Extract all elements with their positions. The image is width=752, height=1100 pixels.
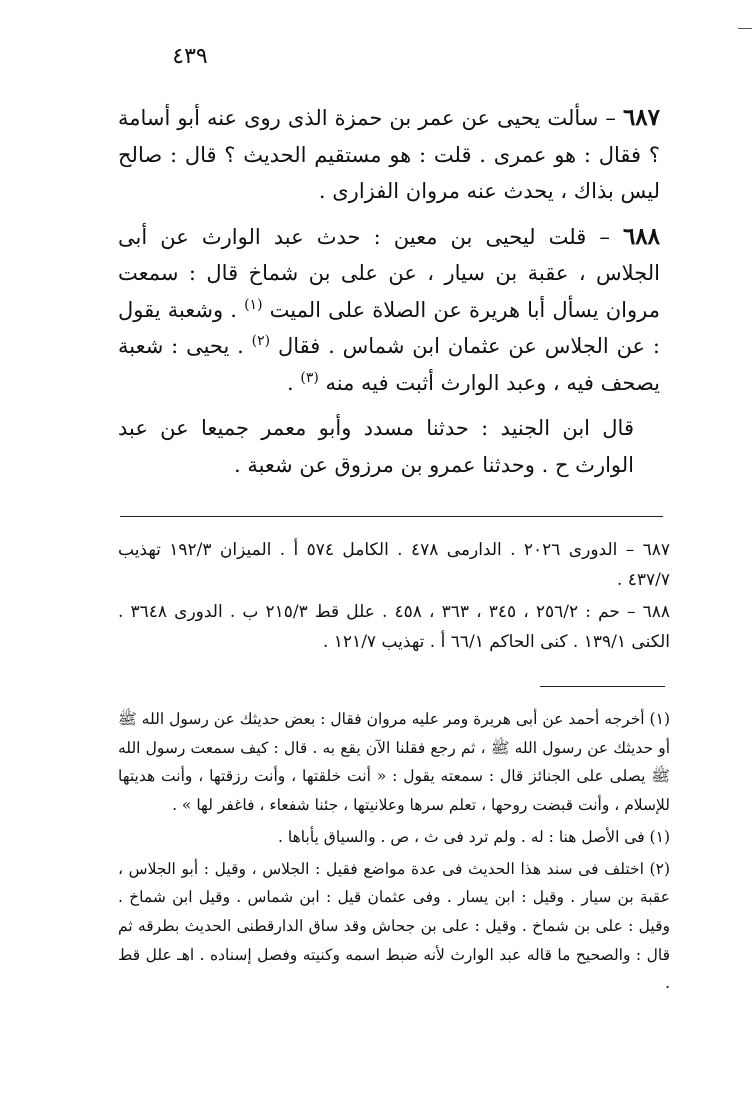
entry-text: . وشعبة يقول : عن الجلاس عن عثمان ابن شماس . فقال: [118, 297, 660, 358]
footnote: (٢) اختلف فى سند هذا الحديث فى عدة مواضع فقيل : الجلاس ، وقيل : أبو الجلاس ، عقبة بن سيار . وقيل : ابن يسار . وفى عثمان قيل : ابن شماس . وقيل ابن شماخ . وقيل : على بن شماخ . وقيل : على بن جحاش وقد ساق الدارقطنى الحديث بطرقه ثم قال : والصحيح ما قاله عبد الوارث لأنه ضبط اسمه وكنيته وفصل إسناده . اهـ علل قط .: [118, 859, 670, 993]
reference-688: ٦٨٨ – حم : ٢٥٦/٢ ، ٣٤٥ ، ٣٦٣ ، ٤٥٨ . علل قط ٢١٥/٣ ب . الدورى ٣٦٤٨ . الكنى ١٣٩/١ . كنى الحاكم ٦٦/١ أ . تهذيب ١٢١/٧ .: [118, 602, 671, 652]
section-divider: [120, 516, 663, 517]
footnotes-section: [118, 705, 670, 998]
entry-688: [118, 219, 660, 402]
footnote-ref: (٢): [251, 333, 271, 349]
corner-scan-mark: [738, 28, 752, 29]
main-text: [118, 100, 660, 483]
footnote-ref: (١): [244, 296, 263, 313]
entry-687: [118, 100, 660, 210]
entry-number: ٦٨٧: [622, 104, 660, 131]
references-section: [118, 535, 670, 657]
footnote-divider: [540, 686, 665, 687]
entry-text: – سألت يحيى عن عمر بن حمزة الذى روى عنه أبو أسامة ؟ فقال : هو عمرى . قلت : هو مستقيم الحديث ؟ قال : صالح ليس بذاك ، يحدث عنه مروان الفزارى .: [118, 106, 660, 203]
footnote: (١) فى الأصل هنا : له . ولم ترد فى ث ، ص . والسياق يأباها .: [278, 827, 670, 846]
entry-text: – قلت ليحيى بن معين : حدث عبد الوارث عن أبى الجلاس ، عقبة بن سيار ، عن على بن شماخ قال : سمعت مروان يسأل أبا هريرة عن الصلاة على الميت: [118, 224, 660, 322]
reference-687: ٦٨٧ – الدورى ٢٠٢٦ . الدارمى ٤٧٨ . الكامل ٥٧٤ أ . الميزان ١٩٢/٣ تهذيب ٤٣٧/٧ .: [118, 540, 670, 590]
footnote-ref: (٣): [300, 369, 319, 386]
page-number: ٤٣٩: [172, 44, 208, 69]
entry-number: ٦٨٨: [622, 222, 660, 250]
entry-text: . يحيى : شعبة يصحف فيه ، وعبد الوارث أثبت فيه منه: [118, 334, 660, 395]
entry-text: .: [287, 370, 301, 395]
continuation-paragraph: قال ابن الجنيد : حدثنا مسدد وأبو معمر جميعا عن عبد الوارث ح . وحدثنا عمرو بن مرزوق عن شعبة .: [118, 416, 634, 477]
footnote: (١) أخرجه أحمد عن أبى هريرة ومر عليه مروان فقال : بعض حديثك عن رسول الله ﷺ أو حديثك عن رسول الله ﷺ ، ثم رجع فقلنا الآن يقع به . قال : كيف سمعت رسول الله ﷺ يصلى على الجنائز قال : سمعته يقول : « أنت خلقتها ، وأنت رزقتها ، وأنت هديتها للإسلام ، وأنت قبضت روحها ، تعلم سرها وعلانيتها ، جئنا شفعاء ، فاغفر لها » .: [118, 710, 670, 815]
